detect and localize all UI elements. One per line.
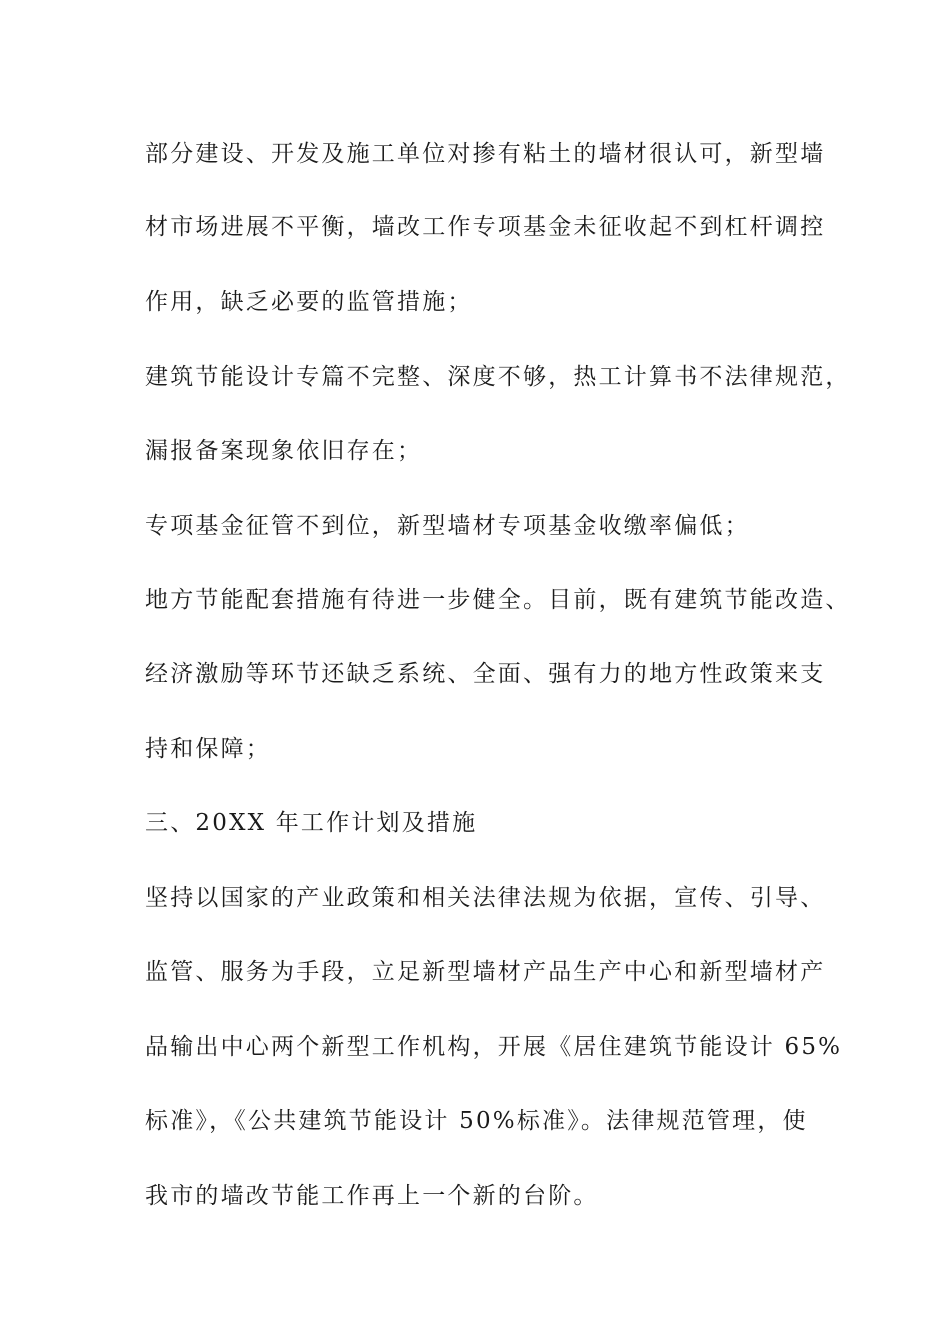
text-line-15: 我市的墙改节能工作再上一个新的台阶。 bbox=[145, 1183, 599, 1209]
text-line-13: 品输出中心两个新型工作机构，开展《居住建筑节能设计 65% bbox=[145, 1034, 843, 1060]
text-line-2: 材市场进展不平衡，墙改工作专项基金未征收起不到杠杆调控 bbox=[145, 214, 826, 240]
text-line-8: 经济激励等环节还缺乏系统、全面、强有力的地方性政策来支 bbox=[145, 661, 826, 687]
text-line-6: 专项基金征管不到位，新型墙材专项基金收缴率偏低； bbox=[145, 513, 750, 539]
text-line-4: 建筑节能设计专篇不完整、深度不够，热工计算书不法律规范， bbox=[145, 364, 851, 390]
text-line-12: 监管、服务为手段，立足新型墙材产品生产中心和新型墙材产 bbox=[145, 959, 826, 985]
text-line-9: 持和保障； bbox=[145, 736, 271, 762]
text-line-7: 地方节能配套措施有待进一步健全。目前，既有建筑节能改造、 bbox=[145, 587, 851, 613]
text-line-5: 漏报备案现象依旧存在； bbox=[145, 438, 423, 464]
text-line-14: 标准》，《公共建筑节能设计 50%标准》。法律规范管理，使 bbox=[145, 1108, 808, 1134]
text-line-11: 坚持以国家的产业政策和相关法律法规为依据，宣传、引导、 bbox=[145, 885, 826, 911]
text-line-3: 作用，缺乏必要的监管措施； bbox=[145, 289, 473, 315]
section-heading: 三、20XX 年工作计划及措施 bbox=[145, 810, 478, 836]
text-line-1: 部分建设、开发及施工单位对掺有粘土的墙材很认可，新型墙 bbox=[145, 141, 826, 167]
